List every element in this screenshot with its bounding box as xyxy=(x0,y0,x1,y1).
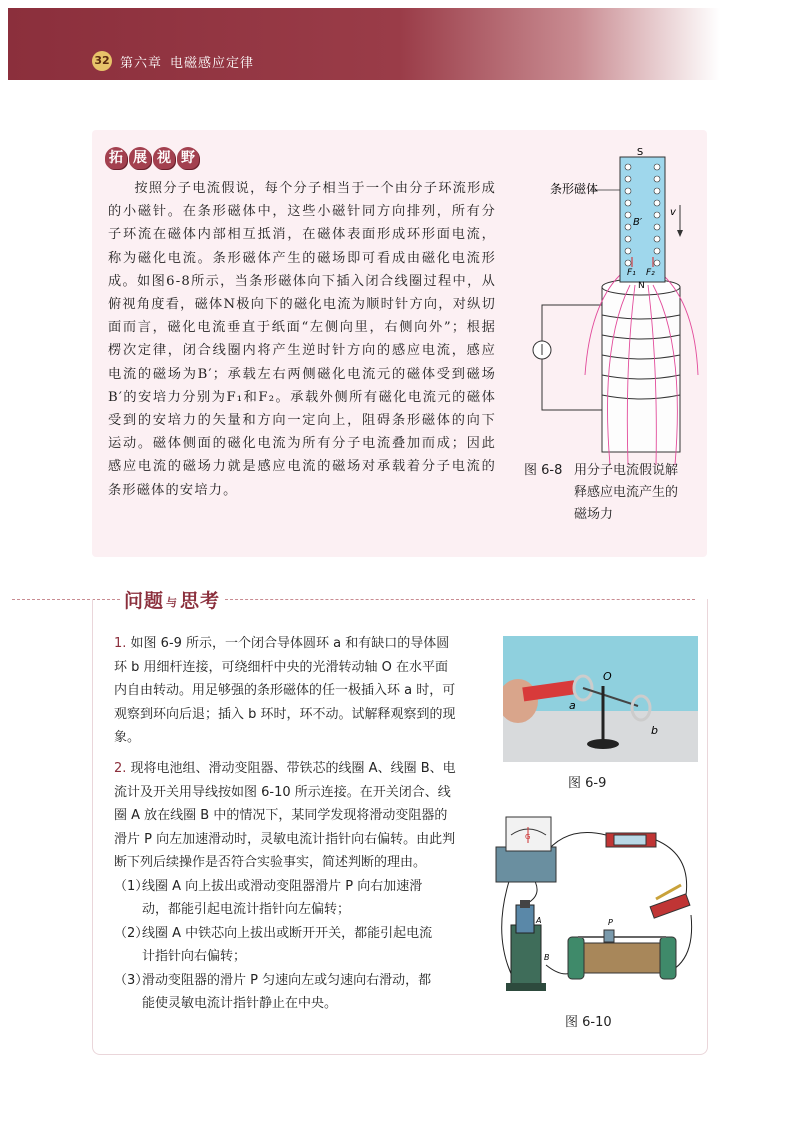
caption-number: 图 6-8 xyxy=(524,463,563,478)
extension-text xyxy=(108,177,496,502)
question-text: 现将电池组、滑动变阻器、带铁芯的线圈 A、线圈 B、电流计及开关用导线按如图 6-10 所示连接。在开关闭合、线圈 A 放在线圈 B 中的情况下，某同学发现将滑动变阻器的滑片 P 向左加速滑动时，灵敏电流计指针向右偏转。由此判断下列后续操作是否符合实验事实，简述判断的理由。 xyxy=(114,761,456,870)
question-1 xyxy=(114,632,459,750)
label-coil-a: A xyxy=(536,916,542,925)
figure-6-9-caption: 图 6-9 xyxy=(568,776,607,791)
caption-line: 磁场力 xyxy=(574,507,614,522)
chapter-heading xyxy=(120,52,262,71)
sub-text: 线圈 A 中铁芯向上拔出或断开开关，都能引起电流 xyxy=(142,925,433,941)
sub-question xyxy=(114,922,459,969)
caption-line: 用分子电流假说解 xyxy=(574,463,679,478)
figure-6-9-photo xyxy=(503,636,698,762)
label-g: G xyxy=(525,833,531,841)
extension-title-char: 野 xyxy=(177,147,199,169)
title-part: 问题 xyxy=(124,590,165,612)
sub-number: （2） xyxy=(114,925,149,941)
label-f1: F₁ xyxy=(627,268,636,278)
question-number: 2. xyxy=(114,761,127,776)
extension-title-char: 视 xyxy=(153,147,175,169)
extension-paragraph: 按照分子电流假说，每个分子相当于一个由分子环流形成的小磁针。在条形磁体中，这些小磁针同方向排列，所有分子环流在磁体内部相互抵消，在磁体表面形成环形面电流，称为磁化电流。条形磁体产生的磁场即可看成由磁化电流形成。如图6-8所示，当条形磁体向下插入闭合线圈过程中，从俯视角度看，磁体N极向下的磁化电流为顺时针方向，对纵切面而言，磁化电流垂直于纸面“左侧向里，右侧向外”；根据楞次定律，闭合线圈内将产生逆时针方向的感应电流，感应电流的磁场为B′；承载左右两侧磁化电流元的磁体受到磁场B′的安培力分别为F₁和F₂。承载外侧所有磁化电流元的磁体受到的安培力的矢量和方向一定向上，阻碍条形磁体的向下运动。磁体侧面的磁化电流为所有分子电流叠加而成；因此感应电流的磁场力就是感应电流的磁场对承载着分子电流的条形磁体的安培力。 xyxy=(108,181,496,498)
label-n: N xyxy=(638,281,645,291)
extension-title-char: 展 xyxy=(129,147,151,169)
label-a: a xyxy=(569,699,576,712)
extension-title xyxy=(105,147,201,173)
extension-title-char: 拓 xyxy=(105,147,127,169)
page-number: 32 xyxy=(92,51,112,71)
figure-6-8-diagram xyxy=(520,145,700,470)
caption-line: 释感应电流产生的 xyxy=(574,485,679,500)
figure-6-10-diagram xyxy=(486,815,701,1005)
sub-text: 线圈 A 向上拔出或滑动变阻器滑片 P 向右加速滑 xyxy=(142,878,423,894)
sub-text: 动，都能引起电流计指针向左偏转； xyxy=(142,902,351,917)
title-join: 与 xyxy=(166,595,179,609)
label-f2: F₂ xyxy=(646,268,655,278)
title-part: 思考 xyxy=(180,590,221,612)
sub-text: 计指针向右偏转； xyxy=(142,949,247,964)
page-header-band xyxy=(8,8,720,80)
questions-title xyxy=(124,586,220,613)
sub-number: （1） xyxy=(114,878,149,894)
chapter-title: 电磁感应定律 xyxy=(170,56,255,71)
chapter-number: 第六章 xyxy=(120,56,163,71)
label-b-prime: B′ xyxy=(633,217,643,228)
label-o: O xyxy=(603,670,612,683)
sub-number: （3） xyxy=(114,972,149,988)
label-coil-b: B xyxy=(544,953,550,962)
question-text: 如图 6-9 所示，一个闭合导体圆环 a 和有缺口的导体圆环 b 用细杆连接，可绕细杆中央的光滑转动轴 O 在水平面内自由转动。用足够强的条形磁体的任一极插入环 a 时，可观察到环向后退；插入 b 环时，环不动。试解释观察到的现象。 xyxy=(114,636,456,745)
question-2 xyxy=(114,757,459,1016)
label-v: v xyxy=(670,207,676,218)
label-b: b xyxy=(651,724,658,737)
sub-question xyxy=(114,875,459,922)
sub-question xyxy=(114,969,459,1016)
sub-text: 能使灵敏电流计指针静止在中央。 xyxy=(142,996,338,1011)
label-magnet: 条形磁体 xyxy=(550,182,599,196)
sub-text: 滑动变阻器的滑片 P 匀速向左或匀速向右滑动，都 xyxy=(142,972,432,988)
label-p: P xyxy=(608,918,613,927)
question-number: 1. xyxy=(114,636,127,651)
label-s: S xyxy=(636,147,644,158)
figure-6-10-caption: 图 6-10 xyxy=(565,1015,612,1030)
figure-6-8-caption xyxy=(524,460,714,526)
